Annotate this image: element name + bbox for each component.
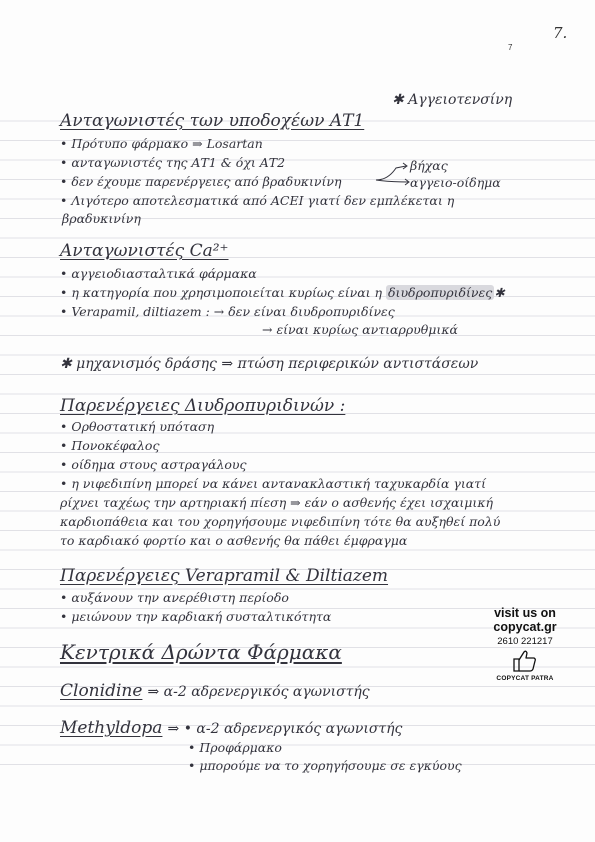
- paper-bottom-margin: [0, 775, 595, 842]
- ad-website: copycat.gr: [493, 620, 557, 634]
- at1-line: • Πρότυπο φάρμακο ⇒ Losartan: [60, 136, 263, 151]
- central-drugs-title: Κεντρικά Δρώντα Φάρμακα: [60, 640, 342, 664]
- methyldopa-line: • Προφάρμακο: [188, 740, 282, 755]
- methyldopa-row: [60, 718, 402, 738]
- ca-line-text: • η κατηγορία που χρησιμοποιείται κυρίως είναι η: [60, 285, 383, 300]
- ca-line: • Verapamil, diltiazem : → δεν είναι διυδροπυριδίνες: [60, 304, 395, 319]
- highlighted-term: διυδροπυριδίνες: [388, 285, 493, 300]
- branch-arrow-icon: [374, 160, 414, 190]
- dhp-line: καρδιοπάθεια και του χορηγήσουμε νιφεδιπίνη τότε θα αυξηθεί πολύ: [60, 514, 501, 529]
- dhp-line: • Ορθοστατική υπόταση: [60, 419, 215, 434]
- angiotensin-footnote: ✱ Αγγειοτενσίνη: [392, 92, 513, 108]
- mechanism-note: ✱ μηχανισμός δράσης ⇒ πτώση περιφερικών αντιστάσεων: [60, 356, 479, 372]
- dhp-line: • Πονοκέφαλος: [60, 438, 160, 453]
- methyldopa-description: ⇒ • α-2 αδρενεργικός αγωνιστής: [167, 721, 403, 737]
- methyldopa-line: • μπορούμε να το χορηγήσουμε σε εγκύους: [188, 758, 462, 773]
- dhp-side-effects-title: Παρενέργειες Διυδροπυριδινών :: [60, 396, 346, 416]
- verapamil-line: • αυξάνουν την ανερέθιστη περίοδο: [60, 590, 289, 605]
- clonidine-name: Clonidine: [60, 681, 143, 701]
- ca-line: → είναι κυρίως αντιαρρυθμικά: [262, 322, 458, 337]
- ad-phone: 2610 221217: [497, 636, 553, 647]
- handwritten-page-number: 7.: [553, 24, 568, 42]
- clonidine-row: [60, 681, 370, 701]
- ca-line: [60, 285, 505, 300]
- at1-line: βραδυκινίνη: [62, 211, 141, 226]
- methyldopa-name: Methyldopa: [60, 718, 163, 738]
- ca-section-title: Ανταγωνιστές Ca²⁺: [60, 241, 229, 261]
- at1-line: • δεν έχουμε παρενέργειες από βραδυκινίνη: [60, 174, 342, 189]
- verapamil-line: • μειώνουν την καρδιακή συσταλτικότητα: [60, 609, 332, 624]
- clonidine-description: ⇒ α-2 αδρενεργικός αγωνιστής: [147, 684, 370, 700]
- dhp-line: ρίχνει ταχέως την αρτηριακή πίεση ⇒ εάν ο ασθενής έχει ισχαιμική: [60, 495, 494, 510]
- copycat-ad: [470, 606, 580, 682]
- dhp-line: • οίδημα στους αστραγάλους: [60, 457, 247, 472]
- at1-line: • Λιγότερο αποτελεσματικά από ACEI γιατί δεν εμπλέκεται η: [60, 193, 455, 208]
- branch-angioedema: αγγειο-οίδημα: [410, 175, 501, 190]
- verapamil-side-effects-title: Παρενέργειες Verapramil & Diltiazem: [60, 566, 389, 586]
- printed-page-number: 7: [508, 43, 513, 52]
- at1-line: • ανταγωνιστές της ΑΤ1 & όχι ΑΤ2: [60, 155, 286, 170]
- at1-section-title: Ανταγωνιστές των υποδοχέων ΑΤ1: [60, 111, 365, 131]
- ca-line: • αγγειοδιασταλτικά φάρμακα: [60, 266, 257, 281]
- paper-top-margin: [0, 0, 595, 100]
- thumbs-up-icon: [512, 649, 538, 673]
- branch-cough: βήχας: [410, 158, 448, 173]
- ad-visit-text: visit us on: [494, 606, 556, 620]
- dhp-line: το καρδιακό φορτίο και ο ασθενής θα πάθει έμφραγμα: [60, 533, 408, 548]
- dhp-line: • η νιφεδιπίνη μπορεί να κάνει αντανακλαστική ταχυκαρδία γιατί: [60, 476, 486, 491]
- ad-brand: COPYCAT PATRA: [496, 675, 554, 682]
- asterisk-mark: ✱: [494, 285, 505, 300]
